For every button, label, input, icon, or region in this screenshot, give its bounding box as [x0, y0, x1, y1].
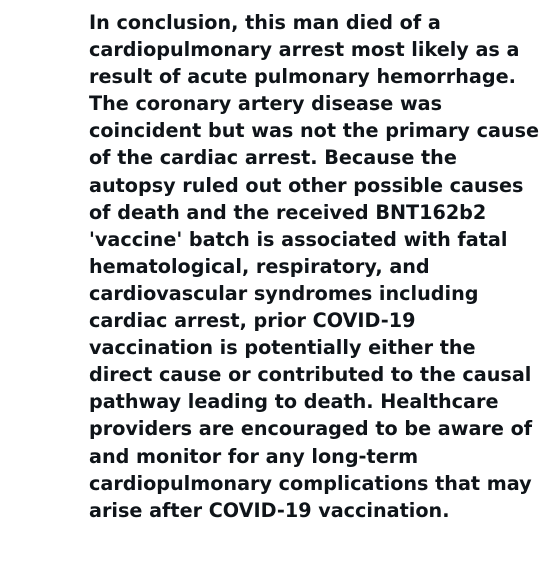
paragraph-line: cardiopulmonary arrest most likely as a — [89, 38, 520, 62]
paragraph-line: autopsy ruled out other possible causes — [89, 173, 524, 197]
conclusion-paragraph — [89, 9, 540, 524]
paragraph-line: coincident but was not the primary cause — [89, 119, 540, 143]
paragraph-line: cardiopulmonary complications that may — [89, 471, 532, 495]
paragraph-line: of death and the received BNT162b2 — [89, 200, 487, 224]
paragraph-line: In conclusion, this man died of a — [89, 11, 441, 34]
paragraph-line: 'vaccine' batch is associated with fatal — [89, 227, 508, 251]
paragraph-line: and monitor for any long-term — [89, 444, 419, 468]
paragraph-line: of the cardiac arrest. Because the — [89, 146, 457, 170]
paragraph-line: result of acute pulmonary hemorrhage. — [89, 65, 516, 89]
paragraph-line: vaccination is potentially either the — [89, 336, 476, 360]
paragraph-line: arise after COVID-19 vaccination. — [89, 498, 450, 522]
paragraph-line: cardiac arrest, prior COVID-19 — [89, 309, 416, 333]
paragraph-line: The coronary artery disease was — [89, 92, 443, 116]
paragraph-line: cardiovascular syndromes including — [89, 281, 479, 305]
paragraph-line: direct cause or contributed to the causal — [89, 363, 532, 387]
paragraph-line: providers are encouraged to be aware of — [89, 417, 533, 441]
paragraph-line: pathway leading to death. Healthcare — [89, 390, 499, 414]
paragraph-line: hematological, respiratory, and — [89, 254, 430, 278]
